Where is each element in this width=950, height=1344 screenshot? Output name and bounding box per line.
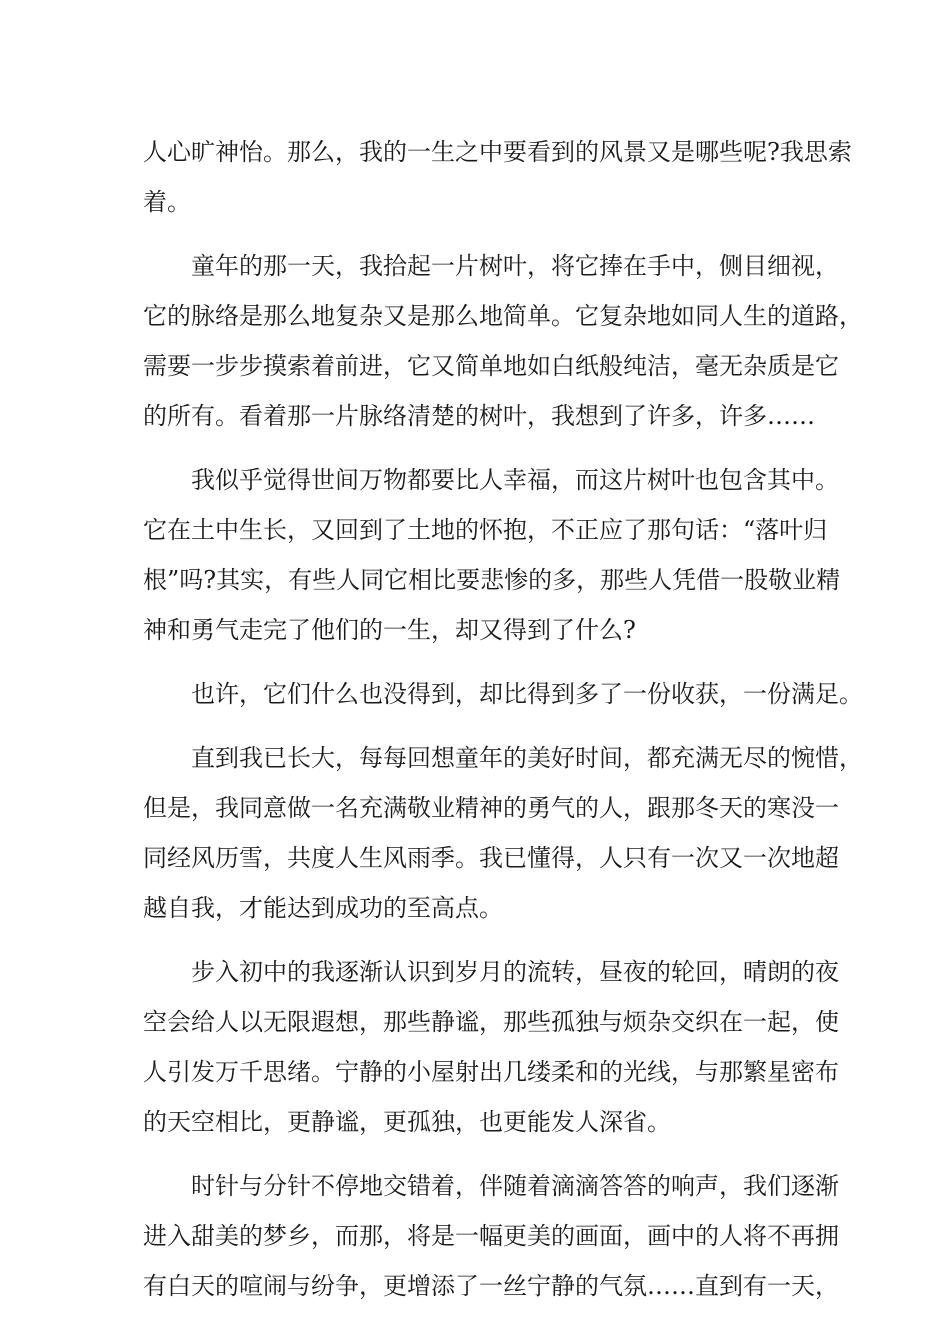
text-line: 时针与分针不停地交错着，伴随着滴滴答答的响声，我们逐渐 [191,1172,839,1200]
text-line: 的天空相比，更静谧，更孤独，也更能发人深省。 [143,1108,671,1136]
text-line: 越自我，才能达到成功的至高点。 [143,894,503,922]
text-line: 有白天的喧闹与纷争，更增添了一丝宁静的气氛……直到有一天， [143,1272,839,1300]
text-line: 它的脉络是那么地复杂又是那么地简单。它复杂地如同人生的道路， [143,302,863,330]
text-line: 着。 [143,188,191,216]
text-line: 根”吗?其实，有些人同它相比要悲惨的多，那些人凭借一股敬业精 [143,566,841,594]
text-line: 但是，我同意做一名充满敬业精神的勇气的人，跟那冬天的寒没一 [143,794,839,822]
text-line: 直到我已长大，每每回想童年的美好时间，都充满无尽的惋惜， [191,744,863,772]
text-line: 的所有。看着那一片脉络清楚的树叶，我想到了许多，许多…… [143,402,815,430]
text-line: 人引发万千思绪。宁静的小屋射出几缕柔和的光线，与那繁星密布 [143,1058,839,1086]
text-line: 神和勇气走完了他们的一生，却又得到了什么? [143,616,636,644]
text-line: 它在土中生长，又回到了土地的怀抱，不正应了那句话：“落叶归 [143,516,828,544]
text-line: 空会给人以无限遐想，那些静谧，那些孤独与烦杂交织在一起，使 [143,1008,839,1036]
text-line: 需要一步步摸索着前进，它又简单地如白纸般纯洁，毫无杂质是它 [143,352,839,380]
text-line: 人心旷神怡。那么，我的一生之中要看到的风景又是哪些呢?我思索 [143,138,852,166]
text-line: 童年的那一天，我拾起一片树叶，将它捧在手中，侧目细视， [191,252,839,280]
text-line: 步入初中的我逐渐认识到岁月的流转，昼夜的轮回，晴朗的夜 [191,958,839,986]
text-line: 进入甜美的梦乡，而那，将是一幅更美的画面，画中的人将不再拥 [143,1222,839,1250]
text-line: 同经风历雪，共度人生风雨季。我已懂得，人只有一次又一次地超 [143,844,839,872]
text-line: 我似乎觉得世间万物都要比人幸福，而这片树叶也包含其中。 [191,466,839,494]
text-line: 也许，它们什么也没得到，却比得到多了一份收获，一份满足。 [191,680,863,708]
